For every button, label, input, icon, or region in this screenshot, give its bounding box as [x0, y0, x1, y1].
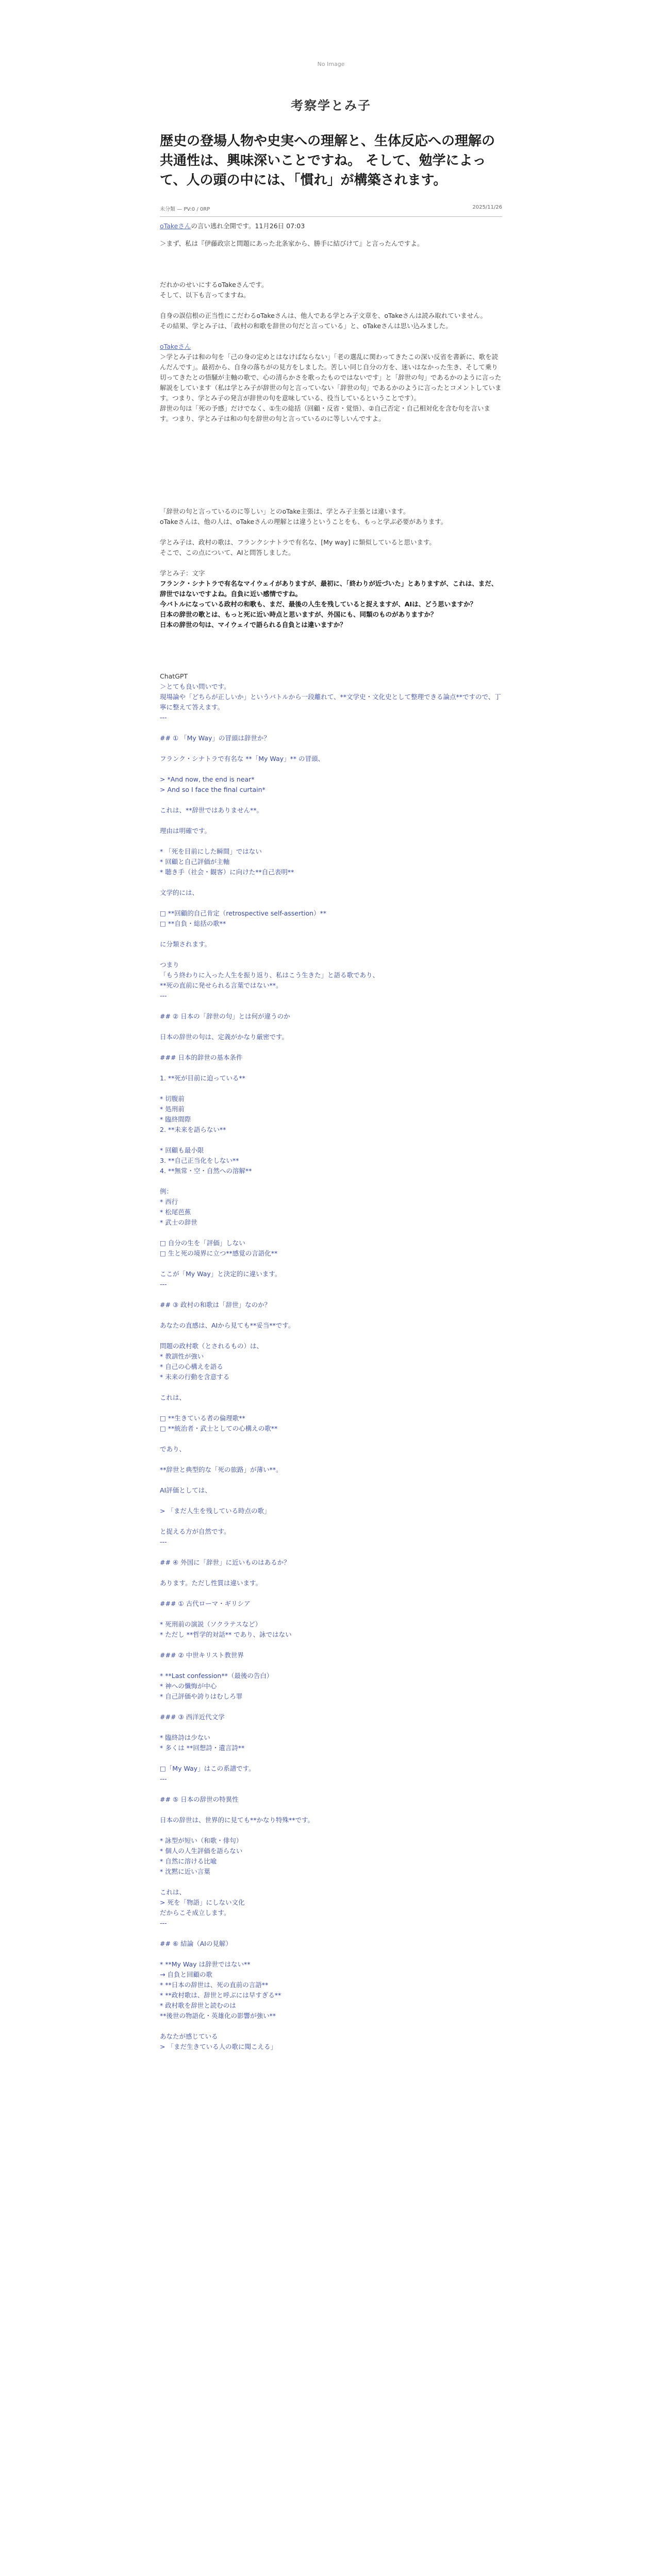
otake-link-2[interactable]: oTakeさん — [160, 343, 191, 350]
paragraph-3: 自身の誤信根の正当性にこだわるoTakeさんは、他人である学とみ子文章を、oTakeさんは読み取れていません。 その結果、学とみ子は、「政村の和歌を辞世の句だと言っている」と、oTakeさんは思い込みました。 — [160, 312, 487, 330]
section-2: ## ② 日本の「辞世の句」とは何が違うのか 日本の辞世の句は、定義がかなり厳密です。 ### 日本的辞世の基本条件 1. **死が目前に迫っている** * 切腹前 * 処刑前 * 臨終間際 2. **未来を語らない** * 回顧も最小限 3. **自己正当化をしない** 4. **無常・空・自然への溶解** 例： * 西行 * 松尾芭蕉 * 武士の辞世 □ 自分の生を「評価」しない □ 生と死の境界に立つ**感覚の言語化** ここが「My Way」と決定的に違います。 --- — [160, 1012, 290, 1288]
intro-text: の言い逃れ全開です。11月26日 07:03 — [191, 222, 305, 230]
article — [160, 131, 502, 2052]
post-date: 2025/11/26 — [472, 205, 502, 210]
paragraph-2: だれかのせいにするoTakeさんです。 そして、以下も言ってますね。 — [160, 281, 268, 299]
post-meta — [160, 205, 502, 212]
meta-divider — [160, 216, 502, 217]
otake-link[interactable]: oTakeさん — [160, 222, 191, 230]
question-text: フランク・シナトラで有名なマイウェイがありますが、最初に、「終わりが近づいた」とありますが、これは、まだ、辞世ではないですよね。自負に近い感情ですね。 今バトルになっている政村の和歌も、まだ、最後の人生を残していると捉えますが、AIは、どう思いますか？ 日本の辞世の歌とは、もっと死に近い時点と思いますが、外国にも、同類のものがありますか？ 日本の辞世の句は、マイウェイで語られる自負とは違いますか？ — [160, 580, 498, 629]
answer-label: ChatGPT — [160, 672, 188, 680]
paragraph-5: 「辞世の句と言っているのに等しい」とのoTake主張は、学とみ子主張とは違います。 oTakeさんは、他の人は、oTakeさんの理解とは違うということをも、もっと学ぶ必要があります。 — [160, 507, 448, 526]
answer-intro: ＞とても良い問いです。 現場論や「どちらが正しいか」というバトルから一段離れて、**文学史・文化史として整理できる論点**ですので、丁寧に整えて答えます。 — [160, 683, 501, 711]
question-label: 学とみ子：文字 — [160, 569, 205, 577]
post-title[interactable]: 歴史の登場人物や史実への理解と、生体反応への理解の共通性は、興味深いことですね。 そして、勉学によって、人の頭の中には、「慣れ」が構築されます。 — [160, 133, 495, 188]
otake-link-2-wrap — [160, 342, 502, 352]
quote-block-1: ＞まず、私は『伊藤政宗と問題にあった北条家から、勝手に結びけて』と言ったんですよ。 — [160, 240, 424, 247]
header-image-placeholder: No Image — [317, 61, 345, 67]
paragraph-6: 学とみ子は、政村の歌は、フランクシナトラで有名な、[My way] に類似していると思います。 そこで、この点について、AIと問答しました。 — [160, 538, 436, 556]
section-1: ## ① 「My Way」の冒頭は辞世か？ フランク・シナトラで有名な **「My Way」** の冒頭、 > *And now, the end is near* > And so I face the final curtain* これは、**辞世ではありません**。 理由は明確です。 * 「死を目前にした瞬間」ではない * 回顧と自己評価が主軸 * 聴き手（社会・観客）に向けた**自己表明** 文学的には、 □ **回顧的自己肯定（retrospective self-assertion）** □ **自負・総括の歌** に分類されます。 つまり 「もう終わりに入った人生を振り返り、私はこう生きた」と語る歌であり、 **死の直前に発せられる言葉ではない**。 --- — [160, 734, 379, 999]
post-category[interactable]: 未分類 — PV:0 / 0RP — [160, 207, 210, 212]
section-6: ## ⑥ 結論（AIの見解） * **My Way は辞世ではない** → 自負と回顧の歌 * **日本の辞世は、死の直前の言語** * **政村歌は、辞世と呼ぶには早すぎる** * 政村歌を辞世と読むのは **後世の物語化・英雄化の影響が強い** あなたが感じている > 「まだ生きている人の歌に聞こえる」 — [160, 1940, 282, 2050]
section-5: ## ⑤ 日本の辞世の特異性 日本の辞世は、世界的に見ても**かなり特殊**です。 * 詠型が短い（和歌・俳句） * 個人の人生評価を語らない * 自然に溶ける比喩 * 沈黙に近い言葉 これは、 > 死を「物語」にしない文化 だからこそ成立します。 --- — [160, 1795, 315, 1927]
section-4: ## ④ 外国に「辞世」に近いものはあるか？ あります。ただし性質は違います。 ### ① 古代ローマ・ギリシア * 死刑前の演説（ソクラテスなど） * ただし **哲学的対話** であり、詠ではない ### ② 中世キリスト教世界 * **Last confession**（最後の告白） * 神への懺悔が中心 * 自己評価や誇りはむしろ罪 ### ③ 西洋近代文学 * 臨終詩は少ない * 多くは **回想詩・遺言詩** □「My Way」はこの系譜です。 --- — [160, 1558, 292, 1783]
section-3: ## ③ 政村の和歌は「辞世」なのか？ あなたの直感は、AIから見ても**妥当**です。 問題の政村歌（とされるもの）は、 * 教訓性が強い * 自己の心構えを語る * 未来の行動を含意する これは、 □ **生きている者の倫理歌** □ **統治者・武士としての心構えの歌** であり、 **辞世と典型的な「死の旅路」が薄い**。 AI評価としては、 > 「まだ人生を残している時点の歌」 と捉える方が自然です。 --- — [160, 1301, 295, 1546]
divider-text: --- — [160, 714, 167, 721]
intro-paragraph — [160, 221, 502, 231]
quote-block-2: ＞学とみ子は和の句を「己の身の定めとはなけばならない」「老の選乱に関わってきたこの深い反省を書新に、歌を読んだんです」。最初から、自身の落ちがの見方をしました。苦しい同じ自分の方を、迷いはなかった生き、そして乗り切ってきたとの悟騒が主軸の歌で、心の清らかさを歌ったものではないです」と「辞世の句」であるかのように言った解説をしています（私は学とみ子が辞世の句と言っていない「辞世の句」であるかのように言ったとコメントしています。つまり、学とみ子の発言が辞世の句を意味している、役当しているということです）。 辞世の句は「死の予感」だけでなく、①生の総括（回顧・反省・覚悟）、②自己否定・自己相対化を含む句を言います。つまり、学とみ子は和の句を辞世の句と言っているのに等しいんですよ。 — [160, 353, 502, 422]
site-title[interactable]: 考察学とみ子 — [291, 98, 371, 113]
